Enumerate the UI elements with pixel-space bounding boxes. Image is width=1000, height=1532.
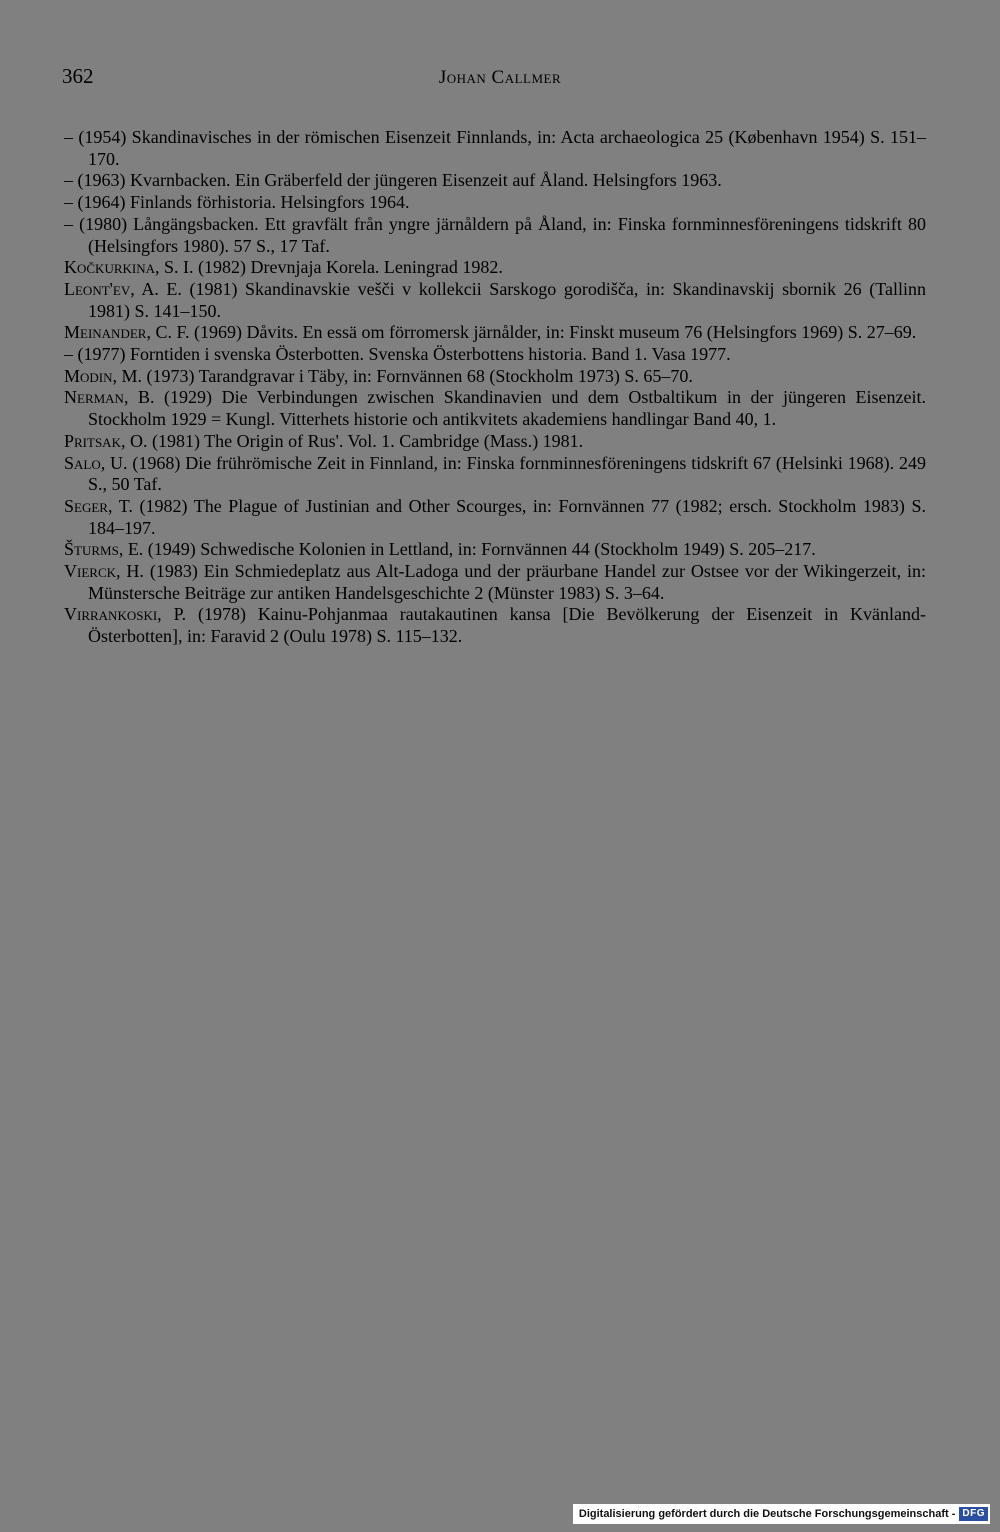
reference-entry (64, 170, 926, 192)
reference-text: , S. I. (1982) Drevnjaja Korela. Leningrad 1982. (155, 257, 503, 278)
running-head: Johan Callmer (438, 67, 562, 88)
reference-author: Meinander (64, 322, 147, 343)
reference-author: Salo (64, 452, 101, 473)
reference-list (64, 127, 926, 648)
reference-text: – (1954) Skandinavisches in der römischen Eisenzeit Finnlands, in: Acta archaeologica 25 (København 1954) S. 151–170. (64, 127, 926, 169)
reference-text: , O. (1981) The Origin of Rus'. Vol. 1. Cambridge (Mass.) 1981. (120, 430, 584, 451)
reference-entry (64, 387, 926, 430)
reference-entry (64, 214, 926, 257)
digitization-footer (573, 1504, 990, 1524)
reference-entry (64, 539, 926, 561)
reference-text: , B. (1929) Die Verbindungen zwischen Skandinavien und dem Ostbaltikum in der jüngeren Eisenzeit. Stockholm 1929 = Kungl. Vitterhets historie och antikvitets akademiens handlingar Band 40, 1. (88, 387, 926, 430)
reference-author: Nerman (64, 387, 124, 408)
reference-entry (64, 431, 926, 453)
reference-author: Pritsak (64, 430, 121, 451)
reference-text: , E. (1949) Schwedische Kolonien in Lettland, in: Fornvännen 44 (Stockholm 1949) S. 205–217. (118, 539, 816, 560)
reference-author: Vierck (64, 561, 116, 582)
dfg-logo: DFG (959, 1507, 988, 1521)
reference-author: Šturms (64, 539, 119, 560)
reference-entry (64, 127, 926, 170)
reference-entry (64, 257, 926, 279)
reference-text: – (1964) Finlands förhistoria. Helsingfors 1964. (64, 192, 410, 213)
reference-text: – (1977) Forntiden i svenska Österbotten. Svenska Österbottens historia. Band 1. Vasa 1977. (64, 344, 731, 365)
footer-text: Digitalisierung gefördert durch die Deutsche Forschungsgemeinschaft - (578, 1508, 956, 1520)
reference-text: , P. (1978) Kainu-Pohjanmaa rautakautinen kansa [Die Bevölkerung der Eisenzeit in Kvänland-Österbotten], in: Faravid 2 (Oulu 1978) S. 115–132. (88, 604, 926, 647)
reference-entry (64, 279, 926, 322)
reference-entry (64, 322, 926, 344)
reference-text: , A. E. (1981) Skandinavskie vešči v kollekcii Sarskogo gorodišča, in: Skandinavskij sbornik 26 (Tallinn 1981) S. 141–150. (88, 278, 926, 321)
reference-text: , C. F. (1969) Dåvits. En essä om förromersk järnålder, in: Finskt museum 76 (Helsingfors 1969) S. 27–69. (146, 322, 917, 343)
reference-text: , T. (1982) The Plague of Justinian and Other Scourges, in: Fornvännen 77 (1982; ersch. Stockholm 1983) S. 184–197. (88, 495, 926, 538)
reference-entry (64, 604, 926, 647)
reference-entry (64, 496, 926, 539)
reference-author: Seger (64, 495, 108, 516)
reference-author: Modin (64, 365, 113, 386)
reference-text: – (1963) Kvarnbacken. Ein Gräberfeld der jüngeren Eisenzeit auf Åland. Helsingfors 1963. (64, 170, 722, 191)
page-number: 362 (62, 64, 94, 88)
reference-author: Kočkurkina (64, 257, 155, 278)
reference-entry (64, 344, 926, 366)
reference-entry (64, 453, 926, 496)
reference-author: Leont'ev (64, 278, 131, 299)
reference-entry (64, 366, 926, 388)
reference-author: Virrankoski (64, 604, 158, 625)
reference-entry (64, 561, 926, 604)
reference-text: , U. (1968) Die frührömische Zeit in Finnland, in: Finska fornminnesföreningens tidskrift 67 (Helsinki 1968). 249 S., 50 Taf. (88, 452, 926, 495)
reference-text: – (1980) Långängsbacken. Ett gravfält från yngre järnåldern på Åland, in: Finska fornminnesföreningens tidskrift 80 (Helsingfors 1980). 57 S., 17 Taf. (64, 213, 926, 256)
reference-text: , H. (1983) Ein Schmiedeplatz aus Alt-Ladoga und der präurbane Handel zur Ostsee vor der Wikingerzeit, in: Münstersche Beiträge zur antiken Handelsgeschichte 2 (Münster 1983) S. 3–64. (88, 561, 926, 603)
reference-text: , M. (1973) Tarandgravar i Täby, in: Fornvännen 68 (Stockholm 1973) S. 65–70. (112, 365, 693, 386)
reference-entry (64, 192, 926, 214)
